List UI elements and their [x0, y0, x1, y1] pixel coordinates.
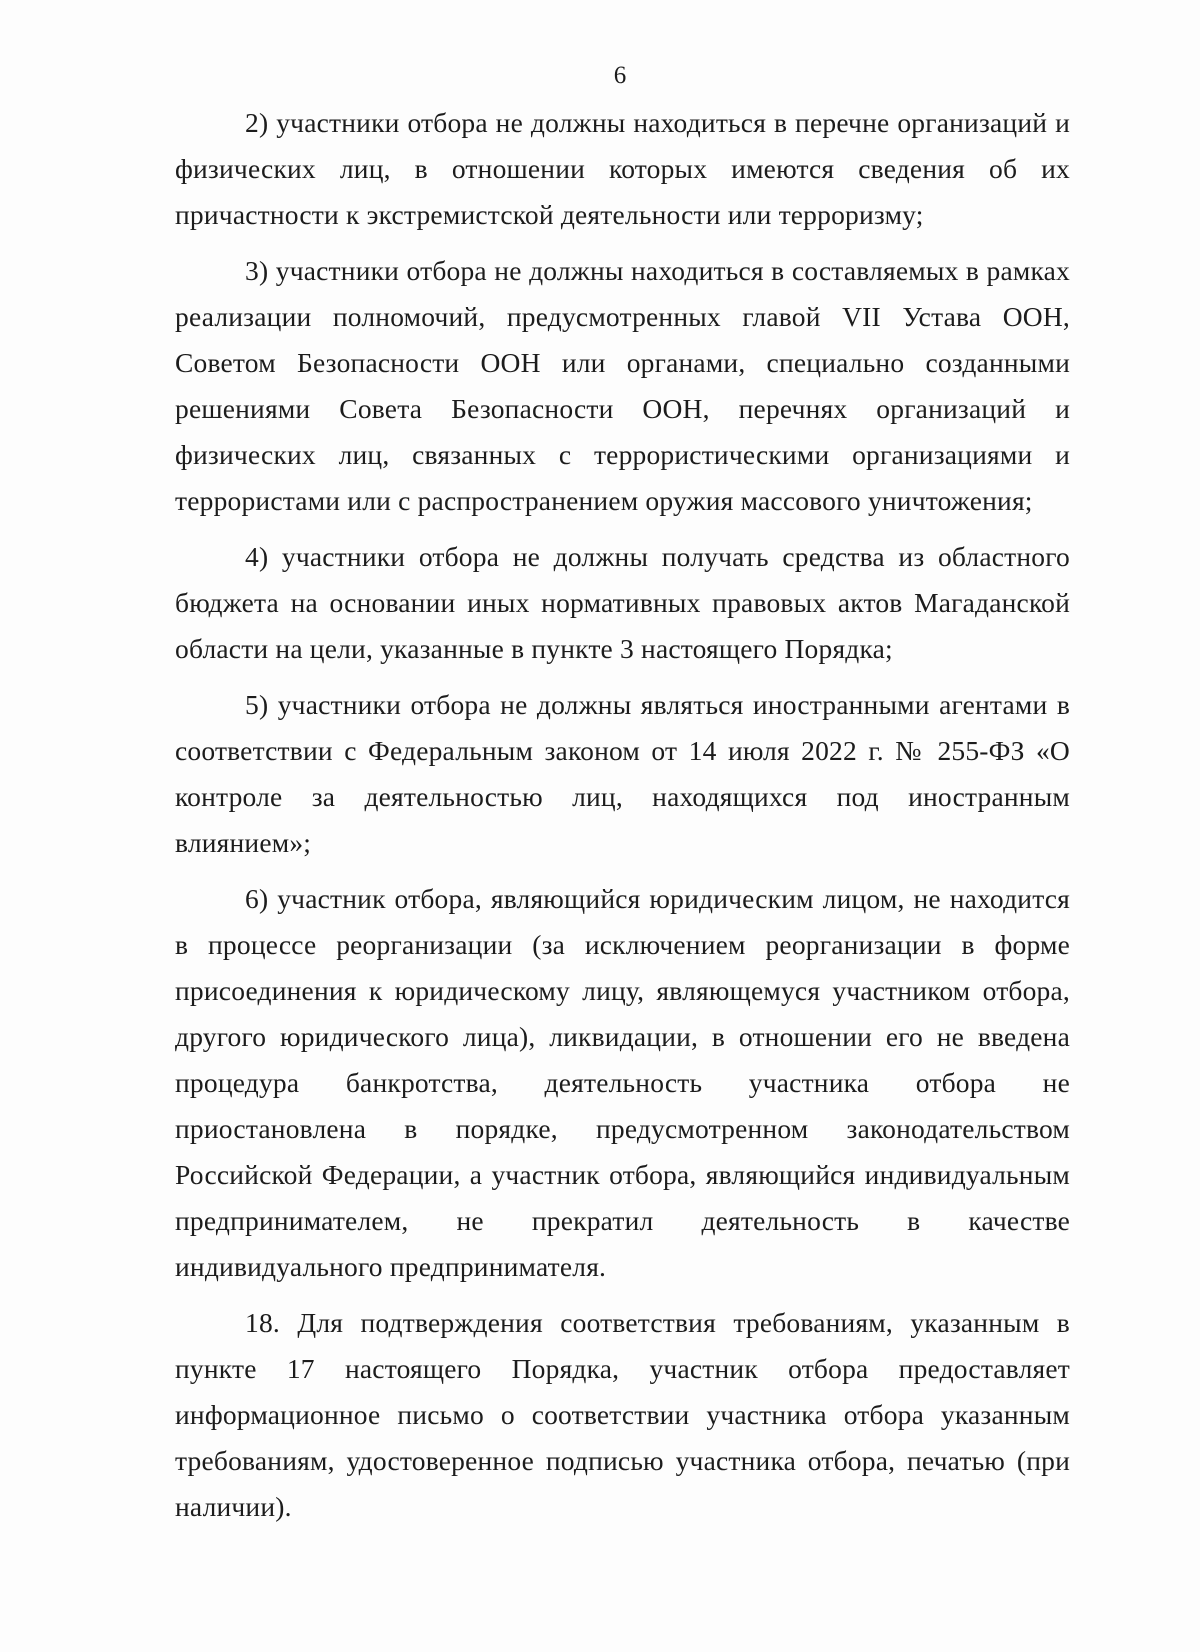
paragraph-item-3: 3) участники отбора не должны находиться в составляемых в рамках реализации полномочий, предусмотренных главой VII Устава ООН, Советом Безопасности ООН или органами, специально созданными решениями Совета Безопасности ООН, перечнях организаций и физических лиц, связанных с террористическими организациями и террористами или с распространением оружия массового уничтожения;: [175, 255, 1070, 516]
paragraph-item-4: 4) участники отбора не должны получать средства из областного бюджета на основании иных нормативных правовых актов Магаданской области на цели, указанные в пункте 3 настоящего Порядка;: [175, 541, 1070, 664]
paragraph-clause-18: 18. Для подтверждения соответствия требованиям, указанным в пункте 17 настоящего Порядка, участник отбора предоставляет информационное письмо о соответствии участника отбора указанным требованиям, удостоверенное подписью участника отбора, печатью (при наличии).: [175, 1307, 1070, 1522]
paragraph-item-5: 5) участники отбора не должны являться иностранными агентами в соответствии с Федеральным законом от 14 июля 2022 г. № 255-ФЗ «О контроле за деятельностью лиц, находящихся под иностранным влиянием»;: [175, 689, 1070, 858]
paragraph-item-6: 6) участник отбора, являющийся юридическим лицом, не находится в процессе реорганизации (за исключением реорганизации в форме присоединения к юридическому лицу, являющемуся участником отбора, другого юридического лица), ликвидации, в отношении его не введена процедура банкротства, деятельность участника отбора не приостановлена в порядке, предусмотренном законодательством Российской Федерации, а участник отбора, являющийся индивидуальным предпринимателем, не прекратил деятельность в качестве индивидуального предпринимателя.: [175, 883, 1070, 1282]
page-number: 6: [613, 62, 627, 89]
document-body: [175, 100, 1070, 1540]
paragraph-item-2: 2) участники отбора не должны находиться в перечне организаций и физических лиц, в отношении которых имеются сведения об их причастности к экстремистской деятельности или терроризму;: [175, 107, 1070, 230]
